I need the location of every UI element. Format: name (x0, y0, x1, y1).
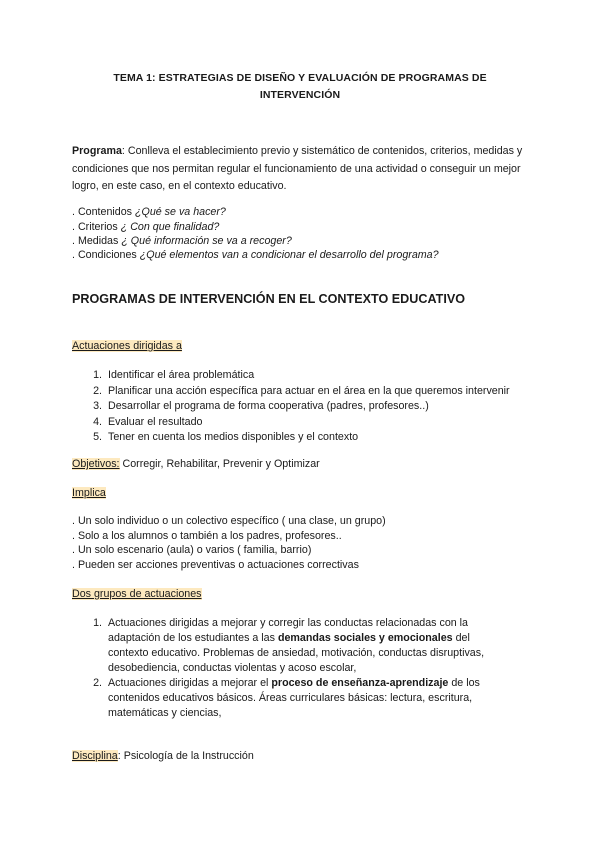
implica-heading: Implica (72, 487, 106, 499)
implica-item: . Solo a los alumnos o también a los padres, profesores.. (72, 530, 342, 542)
list-item: 2. Actuaciones dirigidas a mejorar el proceso de enseñanza-aprendizaje de los contenidos educativos básicos. Áreas curriculares básicas: lectura, escritura, matemáticas y ciencias, (93, 677, 480, 719)
list-item: 4. Evaluar el resultado (93, 415, 203, 428)
objetivos-line (72, 457, 320, 472)
component-criterios: . Criterios ¿ Con que finalidad? (72, 221, 220, 233)
component-condiciones: . Condiciones ¿Qué elementos van a condicionar el desarrollo del programa? (72, 249, 439, 261)
implica-item: . Pueden ser acciones preventivas o actuaciones correctivas (72, 559, 359, 571)
definition-term: Programa (72, 145, 122, 157)
dos-grupos-list (72, 616, 512, 721)
disciplina-line (72, 749, 254, 764)
objetivos-text: Corregir, Rehabilitar, Prevenir y Optimizar (119, 458, 320, 470)
list-item: 2. Planificar una acción específica para actuar en el área en la que queremos intervenir (93, 384, 510, 397)
definition-paragraph (72, 143, 532, 196)
implica-item: . Un solo individuo o un colectivo específico ( una clase, un grupo) (72, 515, 386, 527)
disciplina-heading: Disciplina (72, 750, 118, 762)
definition-text: : Conlleva el establecimiento previo y sistemático de contenidos, criterios, medidas y condiciones que nos permitan regular el funcionamiento de una actividad o conseguir un mejor logro, en este caso, en el contexto educativo. (72, 145, 523, 192)
actuaciones-list (72, 368, 542, 446)
implica-item: . Un solo escenario (aula) o varios ( familia, barrio) (72, 544, 312, 556)
document-title (90, 70, 510, 104)
list-item: 3. Desarrollar el programa de forma cooperativa (padres, profesores..) (93, 400, 429, 412)
disciplina-text: : Psicología de la Instrucción (117, 750, 254, 762)
actuaciones-heading: Actuaciones dirigidas a (72, 340, 182, 352)
list-item: 1. Actuaciones dirigidas a mejorar y corregir las conductas relacionadas con la adaptación de los estudiantes a las demandas sociales y emocionales del contexto educativo. Problemas de ansiedad, motivación, conductas disruptivas, desobediencia, conductas violentas y acoso escolar, (93, 617, 485, 674)
list-item: 1. Identificar el área problemática (93, 369, 255, 381)
title-line-1: TEMA 1: ESTRATEGIAS DE DISEÑO Y EVALUACIÓN DE PROGRAMAS DE (113, 72, 487, 84)
objetivos-heading: Objetivos: (72, 458, 120, 470)
dos-grupos-heading: Dos grupos de actuaciones (72, 588, 202, 600)
section-heading: PROGRAMAS DE INTERVENCIÓN EN EL CONTEXTO EDUCATIVO (72, 292, 466, 306)
list-item: 5. Tener en cuenta los medios disponibles y el contexto (93, 431, 359, 443)
component-medidas: . Medidas ¿ Qué información se va a recoger? (72, 235, 292, 247)
title-line-2: INTERVENCIÓN (259, 89, 341, 101)
component-contenidos: . Contenidos ¿Qué se va hacer? (72, 206, 226, 218)
